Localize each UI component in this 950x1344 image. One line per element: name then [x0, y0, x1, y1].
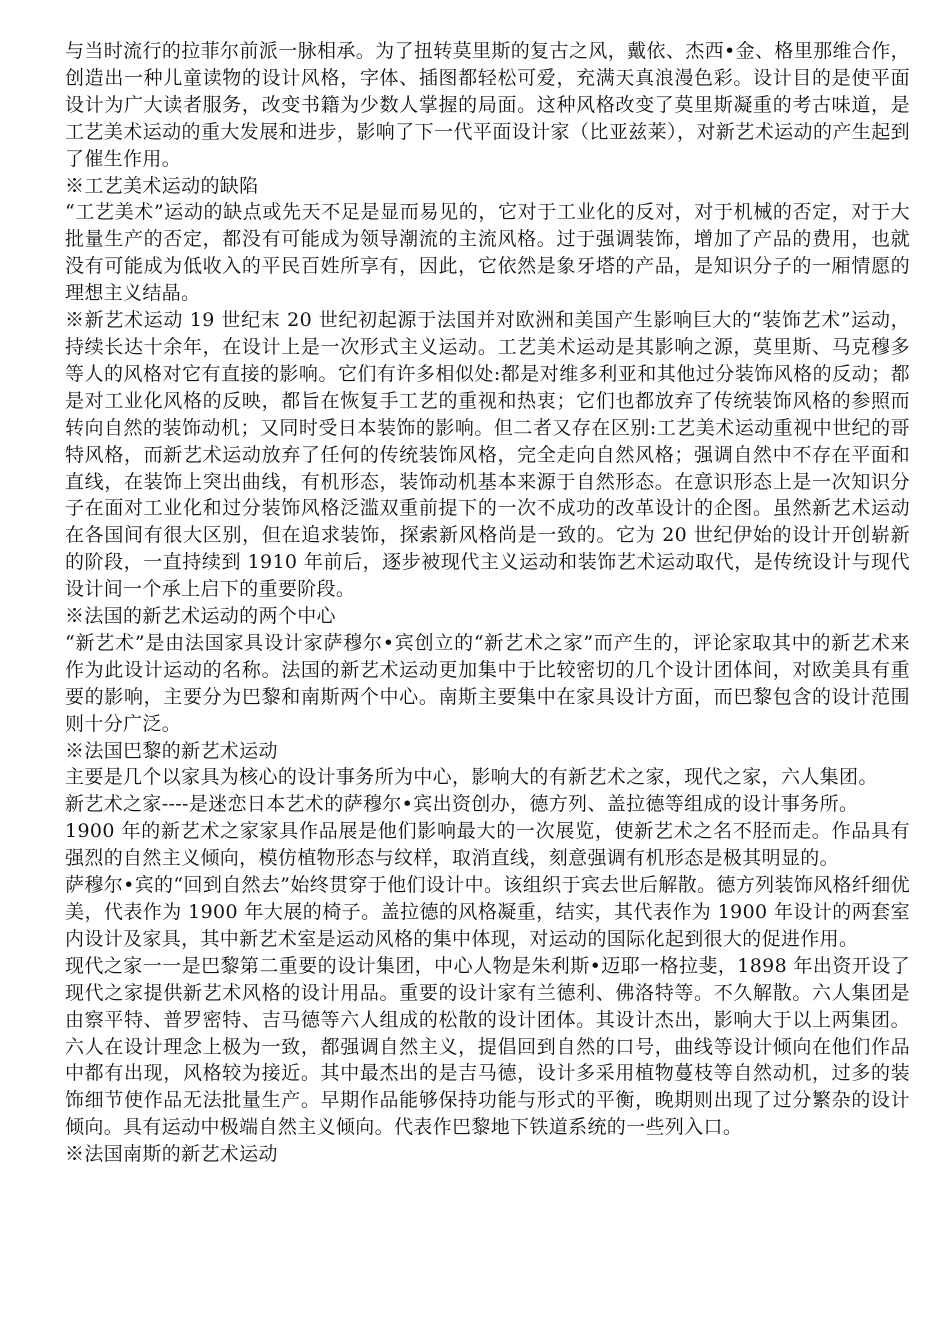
paragraph-intro-continuation: 与当时流行的拉菲尔前派一脉相承。为了扭转莫里斯的复古之风，戴依、杰西•金、格里那维合作，创造出一种儿童读物的设计风格，字体、插图都轻松可爱，充满天真浪漫色彩。设计目的是使平面设计为广大读者服务，改变书籍为少数人掌握的局面。这种风格改变了莫里斯凝重的考古味道，是工艺美术运动的重大发展和进步，影响了下一代平面设计家（比亚兹莱），对新艺术运动的产生起到了催生作用。: [65, 40, 910, 170]
paragraph-bing-back-to-nature: 萨穆尔•宾的“回到自然去”始终贯穿于他们设计中。该组织于宾去世后解散。德方列装饰风格纤细优美，代表作为 1900 年大展的椅子。盖拉德的风格凝重，结实，其代表作为 1900 年设计的两套室内设计及家具，其中新艺术室是运动风格的集中体现，对运动的国际化起到很大的促进作用。: [65, 874, 910, 950]
paragraph-1900-exhibition: 1900 年的新艺术之家家具作品展是他们影响最大的一次展览，使新艺术之名不胫而走。作品具有强烈的自然主义倾向，模仿植物形态与纹样，取消直线，刻意强调有机形态是极其明显的。: [65, 820, 910, 870]
document-page: [65, 38, 910, 1168]
paragraph-maison-moderne-and-six: 现代之家一一是巴黎第二重要的设计集团，中心人物是朱利斯•迈耶一格拉斐，1898 年出资开设了现代之家提供新艺术风格的设计用品。重要的设计家有兰德利、佛洛特等。不久解散。六人集团是由察平特、普罗密特、吉马德等六人组成的松散的设计团体。其设计杰出，影响大于以上两集团。六人在设计理念上极为一致，都强调自然主义，提倡回到自然的口号，曲线等设计倾向在他们作品中都有出现，风格较为接近。其中最杰出的是吉马德，设计多采用植物蔓枝等自然动机，过多的装饰细节使作品无法批量生产。早期作品能够保持功能与形式的平衡，晚期则出现了过分繁杂的设计倾向。具有运动中极端自然主义倾向。代表作巴黎地下铁道系统的一些列入口。: [65, 954, 910, 1139]
paragraph-arts-crafts-defects: “工艺美术”运动的缺点或先天不足是显而易见的，它对于工业化的反对，对于机械的否定，对于大批量生产的否定，都没有可能成为领导潮流的主流风格。过于强调装饰，增加了产品的费用，也就没有可能成为低收入的平民百姓所享有，因此，它依然是象牙塔的产品，是知识分子的一厢情愿的理想主义结晶。: [65, 201, 910, 305]
paragraph-art-nouveau-overview: ※新艺术运动 19 世纪末 20 世纪初起源于法国并对欧洲和美国产生影响巨大的“装饰艺术”运动，持续长达十余年，在设计上是一次形式主义运动。工艺美术运动是其影响之源，莫里斯、马克穆多等人的风格对它有直接的影响。它们有许多相似处:都是对维多利亚和其他过分装饰风格的反动；都是对工业化风格的反映，都旨在恢复手工艺的重视和热衷；它们也都放弃了传统装饰风格的参照而转向自然的装饰动机；又同时受日本装饰的影响。但二者又存在区别:工艺美术运动重视中世纪的哥特风格，而新艺术运动放弃了任何的传统装饰风格，完全走向自然风格；强调自然中不存在平面和直线，在装饰上突出曲线，有机形态，装饰动机基本来源于自然形态。在意识形态上是一次知识分子在面对工业化和过分装饰风格泛滥双重前提下的一次不成功的改革设计的企图。虽然新艺术运动在各国间有很大区别，但在追求装饰，探索新风格尚是一致的。它为 20 世纪伊始的设计开创崭新的阶段，一直持续到 1910 年前后，逐步被现代主义运动和装饰艺术运动取代，是传统设计与现代设计间一个承上启下的重要阶段。: [65, 309, 910, 601]
section-heading-french-two-centers: ※法国的新艺术运动的两个中心: [65, 605, 336, 628]
paragraph-french-two-centers: “新艺术”是由法国家具设计家萨穆尔•宾创立的“新艺术之家”而产生的，评论家取其中的新艺术来作为此设计运动的名称。法国的新艺术运动更加集中于比较密切的几个设计团体间，对欧美具有重要的影响，主要分为巴黎和南斯两个中心。南斯主要集中在家具设计方面，而巴黎包含的设计范围则十分广泛。: [65, 631, 911, 735]
section-heading-paris-art-nouveau: ※法国巴黎的新艺术运动: [65, 739, 278, 762]
section-heading-arts-crafts-defects: ※工艺美术运动的缺陷: [65, 174, 259, 197]
paragraph-paris-studios: 主要是几个以家具为核心的设计事务所为中心，影响大的有新艺术之家，现代之家，六人集团。: [65, 766, 878, 789]
section-heading-nancy-art-nouveau: ※法国南斯的新艺术运动: [65, 1143, 278, 1166]
paragraph-maison-art-nouveau: 新艺术之家----是迷恋日本艺术的萨穆尔•宾出资创办，德方列、盖拉德等组成的设计事务所。: [65, 793, 859, 816]
